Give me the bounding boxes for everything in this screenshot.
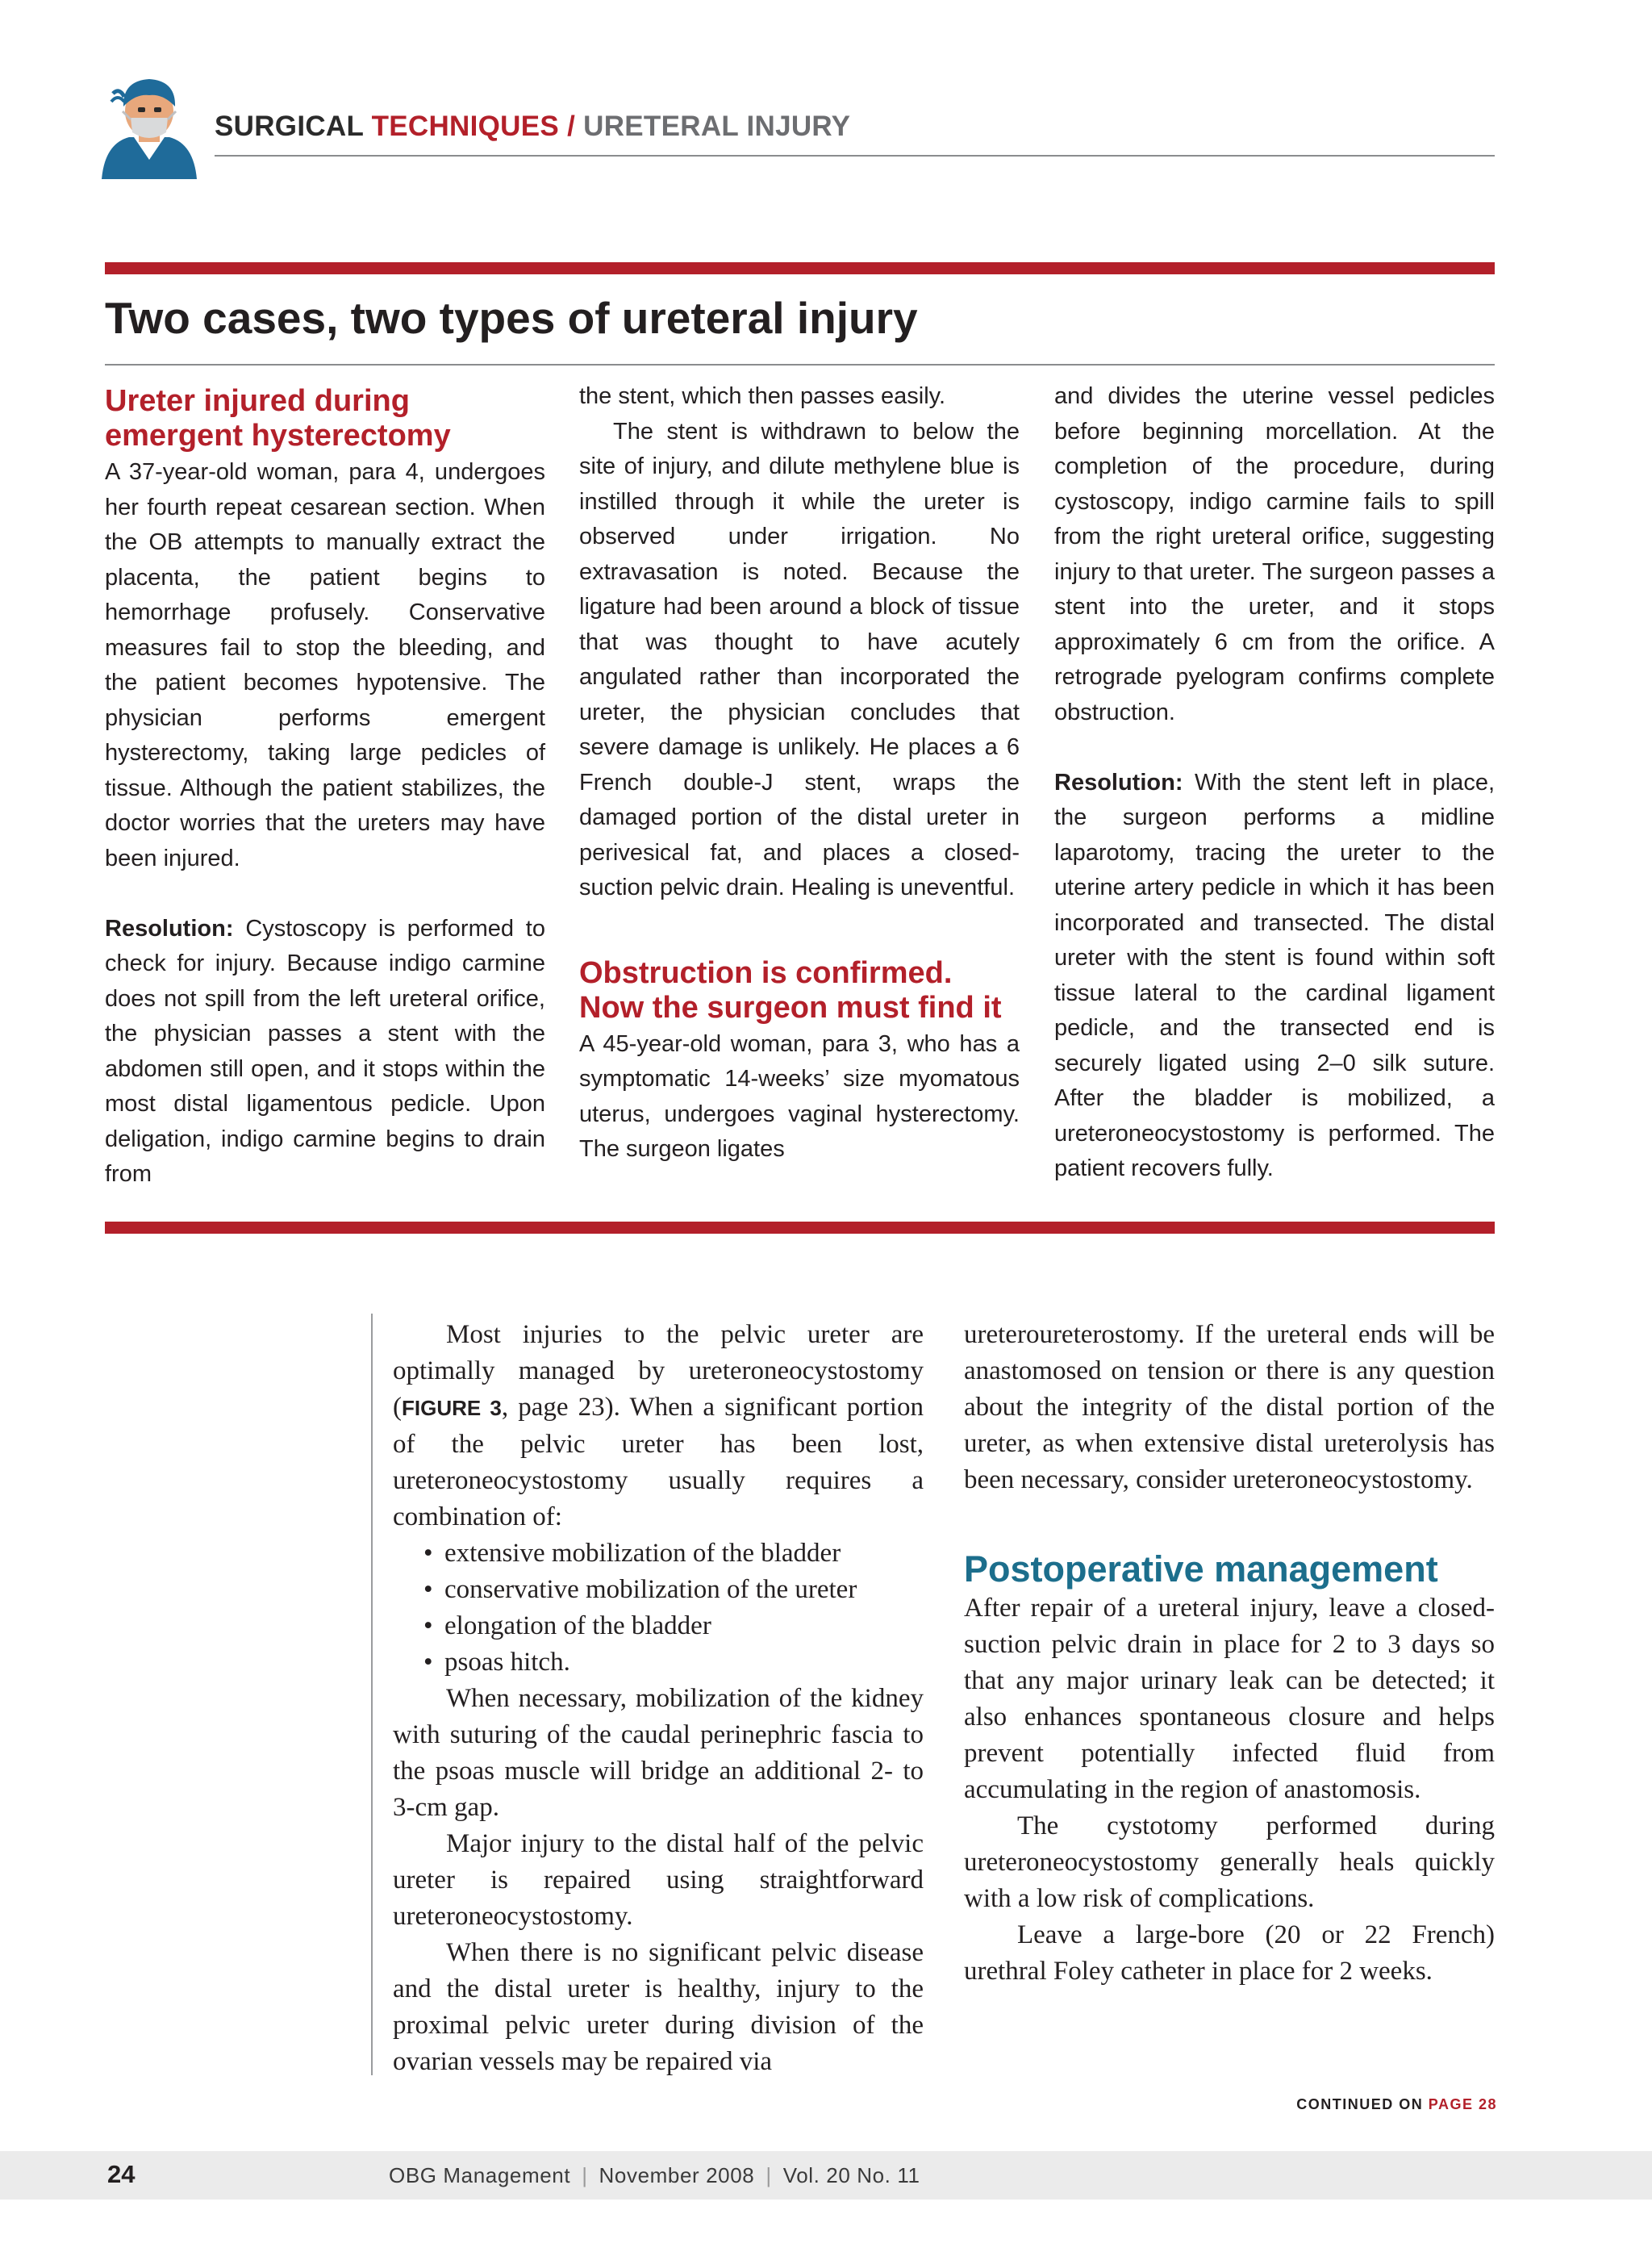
footer-separator: | [766,2163,772,2187]
footer-info [389,2163,920,2188]
sidebar-top-bar [105,262,1495,274]
article-paragraph-3: Major injury to the distal half of the pelvic ureter is repaired using straightforward ureteroneocystostomy. [393,1829,924,1931]
article-paragraph-2: When necessary, mobilization of the kidney with suturing of the caudal perinephric fascia to the psoas muscle will bridge an additional 2- to 3-cm gap. [393,1684,924,1822]
sidebar-column-3 [1054,379,1495,1187]
article-column-1 [393,1317,924,2080]
running-head-techniques: TECHNIQUES [371,111,560,142]
case1-resolution [105,912,545,1193]
sidebar-bottom-bar [105,1222,1495,1234]
surgeon-masked-icon [102,69,197,179]
running-head-slash: / [559,111,584,142]
article-paragraph-7: Leave a large-bore (20 or 22 French) urethral Foley catheter in place for 2 weeks. [964,1920,1495,1986]
case1-resolution-p2 [579,379,1020,906]
continued-on-page-link[interactable] [1296,2096,1497,2113]
list-item: • extensive mobilization of the bladder [423,1535,924,1572]
section-heading-postoperative: Postoperative management [964,1548,1438,1590]
technique-list [393,1535,924,1681]
case1-resolution-label: Resolution: [105,915,234,942]
case2-resolution-text: With the stent left in place, the surgeon performs a midline laparotomy, tracing the ureter to the uterine artery pedicle in which it has been incorporated and transected. The distal ureter with the stent is found within soft tissue lateral to the cardinal ligament pedicle, and the transected end is securely ligated using 2–0 silk suture. After the bladder is mobilized, a ureteroneocystostomy is performed. The patient recovers fully. [1054,769,1495,1181]
sidebar-title-rule [105,364,1495,366]
list-item: • psoas hitch. [423,1644,924,1681]
sidebar-title: Two cases, two types of ureteral injury [105,293,918,343]
article-paragraph-4: When there is no significant pelvic disease and the distal ureter is healthy, injury to the proximal pelvic ureter during division of the ovarian vessels may be repaired via [393,1938,924,2076]
list-item: • conservative mobilization of the ureter [423,1572,924,1608]
running-head [215,111,850,143]
header-rule [215,155,1495,157]
list-item: • elongation of the bladder [423,1608,924,1644]
column-divider [371,1314,373,2075]
continued-page: PAGE 28 [1428,2096,1497,2112]
case2-resolution [1054,766,1495,1187]
case2-body-continued: and divides the uterine vessel pedicles before beginning morcellation. At the completion of the procedure, during cystoscopy, indigo carmine fails to spill from the right ureteral orifice, suggesting injury to that ureter. The surgeon passes a stent into the ureter, and it stops approximately 6 cm from the orifice. A retrograde pyelogram confirms complete obstruction. [1054,383,1495,725]
case1-resolution-continued: the stent, which then passes easily. [579,383,946,409]
page-number: 24 [107,2160,136,2188]
case1-resolution-text: Cystoscopy is performed to check for injury. Because indigo carmine does not spill from the left ureteral orifice, the physician passes a stent with the abdomen still open, and it stops within the most distal ligamentous pedicle. Upon deligation, indigo carmine begins to drain from [105,915,545,1187]
continued-label: CONTINUED ON [1296,2096,1429,2112]
issue-date: November 2008 [599,2163,755,2187]
case2-resolution-label: Resolution: [1054,769,1183,796]
case1-resolution-p2-text: The stent is withdrawn to below the site of injury, and dilute methylene blue is instilled through it while the ureter is observed under irrigation. No extravasation is noted. Because the ligature had been around a block of tissue that was thought to have acutely angulated rather than incorporated the ureter, the physician concludes that severe damage is unlikely. He places a 6 French double-J stent, wraps the damaged portion of the distal ureter in perivesical fat, and places a closed-suction pelvic drain. Healing is uneventful. [579,418,1020,900]
case2-body: A 45-year-old woman, para 3, who has a symptomatic 14-weeks’ size myomatous uterus, undergoes vaginal hysterectomy. The surgeon ligates [579,1030,1020,1162]
case1-heading: Ureter injured during emergent hysterectomy [105,384,451,453]
journal-name: OBG Management [389,2163,571,2187]
article-paragraph-6: The cystotomy performed during ureteroneocystostomy generally heals quickly with a low risk of complications. [964,1811,1495,1913]
article-paragraph-5: After repair of a ureteral injury, leave a closed-suction pelvic drain in place for 2 to 3 days so that any major urinary leak can be detected; it also enhances spontaneous closure and helps prevent potentially infected fluid from accumulating in the region of anastomosis. [964,1594,1495,1804]
article-p1-text: Most injuries to the pelvic ureter are optimally managed by ureteroneocystostomy ( [393,1320,924,1422]
article-paragraph-1 [393,1317,924,1535]
running-head-topic: URETERAL INJURY [583,111,851,142]
running-head-surgical: SURGICAL [215,111,372,142]
case2-heading: Obstruction is confirmed. Now the surgeon must find it [579,955,1002,1025]
sidebar-column-1 [105,379,545,1193]
sidebar-column-2-content [579,379,1020,1168]
footer-separator: | [582,2163,588,2187]
volume-issue: Vol. 20 No. 11 [782,2163,920,2187]
article-paragraph-4-continued: ureteroureterostomy. If the ureteral ends will be anastomosed on tension or there is any question about the integrity of the distal portion of the ureter, as when extensive distal ureterolysis has been necessary, consider ureteroneocystostomy. [964,1320,1495,1494]
article-column-2 [964,1317,1495,1990]
figure-reference: FIGURE 3 [402,1396,502,1420]
case1-body: A 37-year-old woman, para 4, undergoes her fourth repeat cesarean section. When the OB attempts to manually extract the placenta, the patient begins to hemorrhage profusely. Conservative measures fail to stop the bleeding, and the patient becomes hypotensive. The physician performs emergent hysterectomy, taking large pedicles of tissue. Although the patient stabilizes, the doctor worries that the ureters may have been injured. [105,459,545,871]
article-p1-text-after: , page 23). When a significant portion of the pelvic ureter has been lost, ureteroneocystostomy usually requires a combination of: [393,1393,924,1531]
